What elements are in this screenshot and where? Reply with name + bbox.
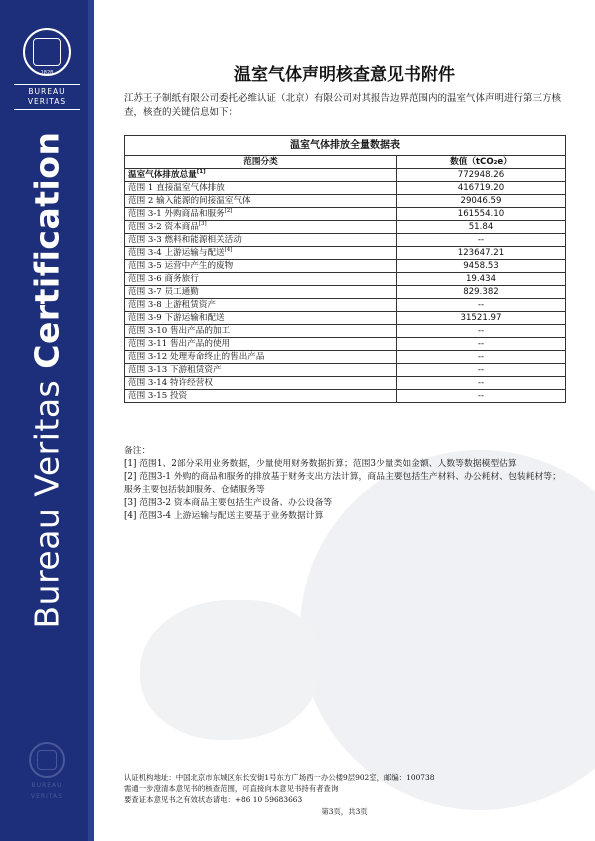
table-row	[125, 169, 566, 182]
row-category	[125, 286, 397, 299]
row-category	[125, 351, 397, 364]
row-category	[125, 312, 397, 325]
logo-seal-icon	[23, 28, 71, 76]
note-item-4: [4] 范围3-4 上游运输与配送主要基于业务数据计算	[124, 511, 324, 521]
row-value: --	[397, 351, 566, 364]
table-row	[125, 273, 566, 286]
row-footnote-ref: [1]	[196, 169, 206, 176]
table-row	[125, 286, 566, 299]
row-category	[125, 364, 397, 377]
notes-heading: 备注：	[124, 446, 151, 456]
note-item-2: [2] 范围3-1 外购的商品和服务的排放基于财务支出方法计算，商品主要包括生产材料、办公耗材、包装耗材等；服务主要包括装卸服务、仓储服务等	[124, 472, 561, 495]
table-row	[125, 260, 566, 273]
row-value: 161554.10	[397, 208, 566, 221]
logo-seal-inner	[33, 38, 61, 66]
footer	[124, 772, 565, 805]
table-row	[125, 351, 566, 364]
watermark-word-veritas: VERITAS	[31, 793, 63, 800]
row-category	[125, 195, 397, 208]
row-value: 772948.26	[397, 169, 566, 182]
row-category	[125, 299, 397, 312]
row-category-label: 范围 3-4 上游运输与配送	[128, 248, 225, 258]
table-row	[125, 195, 566, 208]
row-category	[125, 169, 397, 182]
row-category-label: 范围 3-6 商务旅行	[128, 274, 199, 284]
row-category-label: 范围 3-1 外购商品和服务	[128, 209, 225, 219]
row-category-label: 范围 3-9 下游运输和配送	[128, 313, 225, 323]
watermark-seal	[22, 742, 72, 800]
footer-phone: 要查证本意见书之有效状态请电：+86 10 59683663	[124, 795, 303, 804]
row-value: 29046.59	[397, 195, 566, 208]
row-category	[125, 377, 397, 390]
vertical-brand-bold: Certification	[27, 131, 67, 369]
page-number: 第3页，共3页	[321, 807, 368, 816]
row-category-label: 范围 3-12 处理寿命终止的售出产品	[128, 352, 265, 362]
row-category-label: 范围 1 直接温室气体排放	[128, 183, 225, 193]
row-value: --	[397, 364, 566, 377]
row-category	[125, 338, 397, 351]
watermark-seal-icon	[29, 742, 65, 778]
row-footnote-ref: [4]	[224, 247, 233, 254]
row-category-label: 范围 3-13 下游租赁资产	[128, 365, 222, 375]
row-category	[125, 260, 397, 273]
logo-word-veritas: VERITAS	[14, 97, 80, 110]
table-caption-row	[125, 136, 566, 156]
header-value: 数值（tCO₂e）	[397, 156, 566, 169]
background-continent-watermark	[140, 600, 320, 740]
emissions-table	[124, 135, 566, 403]
table-row	[125, 338, 566, 351]
sidebar-stripe	[88, 0, 94, 841]
table-row	[125, 390, 566, 403]
table-row	[125, 247, 566, 260]
table-row	[125, 234, 566, 247]
header-category: 范围分类	[125, 156, 397, 169]
logo-year: 1828	[40, 70, 54, 76]
row-footnote-ref: [2]	[224, 208, 233, 215]
table-row	[125, 208, 566, 221]
row-value: 123647.21	[397, 247, 566, 260]
row-value: --	[397, 325, 566, 338]
row-category	[125, 182, 397, 195]
row-category	[125, 273, 397, 286]
row-category	[125, 247, 397, 260]
vertical-brand-label	[28, 132, 67, 629]
table-header-row	[125, 156, 566, 169]
row-category	[125, 234, 397, 247]
row-category-label: 范围 3-11 售出产品的使用	[128, 339, 231, 349]
table-row	[125, 299, 566, 312]
watermark-seal-inner	[37, 750, 57, 770]
row-value: 19.434	[397, 273, 566, 286]
row-category-label: 范围 2 输入能源的间接温室气体	[128, 196, 251, 206]
bureau-veritas-logo	[14, 28, 80, 136]
row-category-label: 范围 3-10 售出产品的加工	[128, 326, 231, 336]
table-row	[125, 312, 566, 325]
row-category-label: 范围 3-7 员工通勤	[128, 287, 199, 297]
note-item-3: [3] 范围3-2 资本商品主要包括生产设备、办公设备等	[124, 498, 333, 508]
table-row	[125, 377, 566, 390]
row-value: 31521.97	[397, 312, 566, 325]
row-category	[125, 325, 397, 338]
row-value: 416719.20	[397, 182, 566, 195]
row-value: --	[397, 234, 566, 247]
note-item-1: [1] 范围1、2部分采用业务数据，少量使用财务数据折算；范围3少量类如金额、人数等数据模型估算	[124, 459, 517, 469]
notes-section	[124, 445, 565, 523]
row-category-label: 范围 3-2 资本商品	[128, 222, 199, 232]
brand-sidebar	[0, 0, 94, 841]
row-value: 829.382	[397, 286, 566, 299]
row-category-label: 温室气体排放总量	[128, 170, 197, 180]
row-value: --	[397, 377, 566, 390]
logo-word-bureau: BUREAU	[14, 84, 80, 97]
row-value: --	[397, 338, 566, 351]
table-row	[125, 221, 566, 234]
document-title: 温室气体声明核查意见书附件	[234, 65, 455, 85]
vertical-brand-regular: Bureau Veritas	[27, 368, 67, 629]
row-footnote-ref: [3]	[198, 221, 207, 228]
row-category-label: 范围 3-14 特许经营权	[128, 378, 213, 388]
table-caption: 温室气体排放全量数据表	[125, 136, 566, 156]
row-category	[125, 390, 397, 403]
table-row	[125, 182, 566, 195]
footer-address: 认证机构地址：中国北京市东城区东长安街1号东方广场西一办公楼9层902室，邮编：100738	[124, 773, 435, 782]
row-category	[125, 221, 397, 234]
row-category-label: 范围 3-15 投资	[128, 391, 188, 401]
vertical-brand-text	[22, 131, 72, 629]
row-category-label: 范围 3-3 燃料和能源相关活动	[128, 235, 242, 245]
row-value: --	[397, 390, 566, 403]
table-row	[125, 325, 566, 338]
row-category-label: 范围 3-8 上游租赁资产	[128, 300, 217, 310]
intro-paragraph: 江苏王子制纸有限公司委托必维认证（北京）有限公司对其报告边界范围内的温室气体声明进行第三方核查，核查的关键信息如下：	[124, 93, 562, 118]
row-category	[125, 208, 397, 221]
watermark-word-bureau: BUREAU	[31, 782, 63, 789]
row-value: --	[397, 299, 566, 312]
row-value: 51.84	[397, 221, 566, 234]
row-value: 9458.53	[397, 260, 566, 273]
footer-inquiry: 需通一步澄清本意见书的核查范围，可直接向本意见书持有者查询	[124, 784, 339, 793]
table-row	[125, 364, 566, 377]
row-category-label: 范围 3-5 运营中产生的废物	[128, 261, 234, 271]
